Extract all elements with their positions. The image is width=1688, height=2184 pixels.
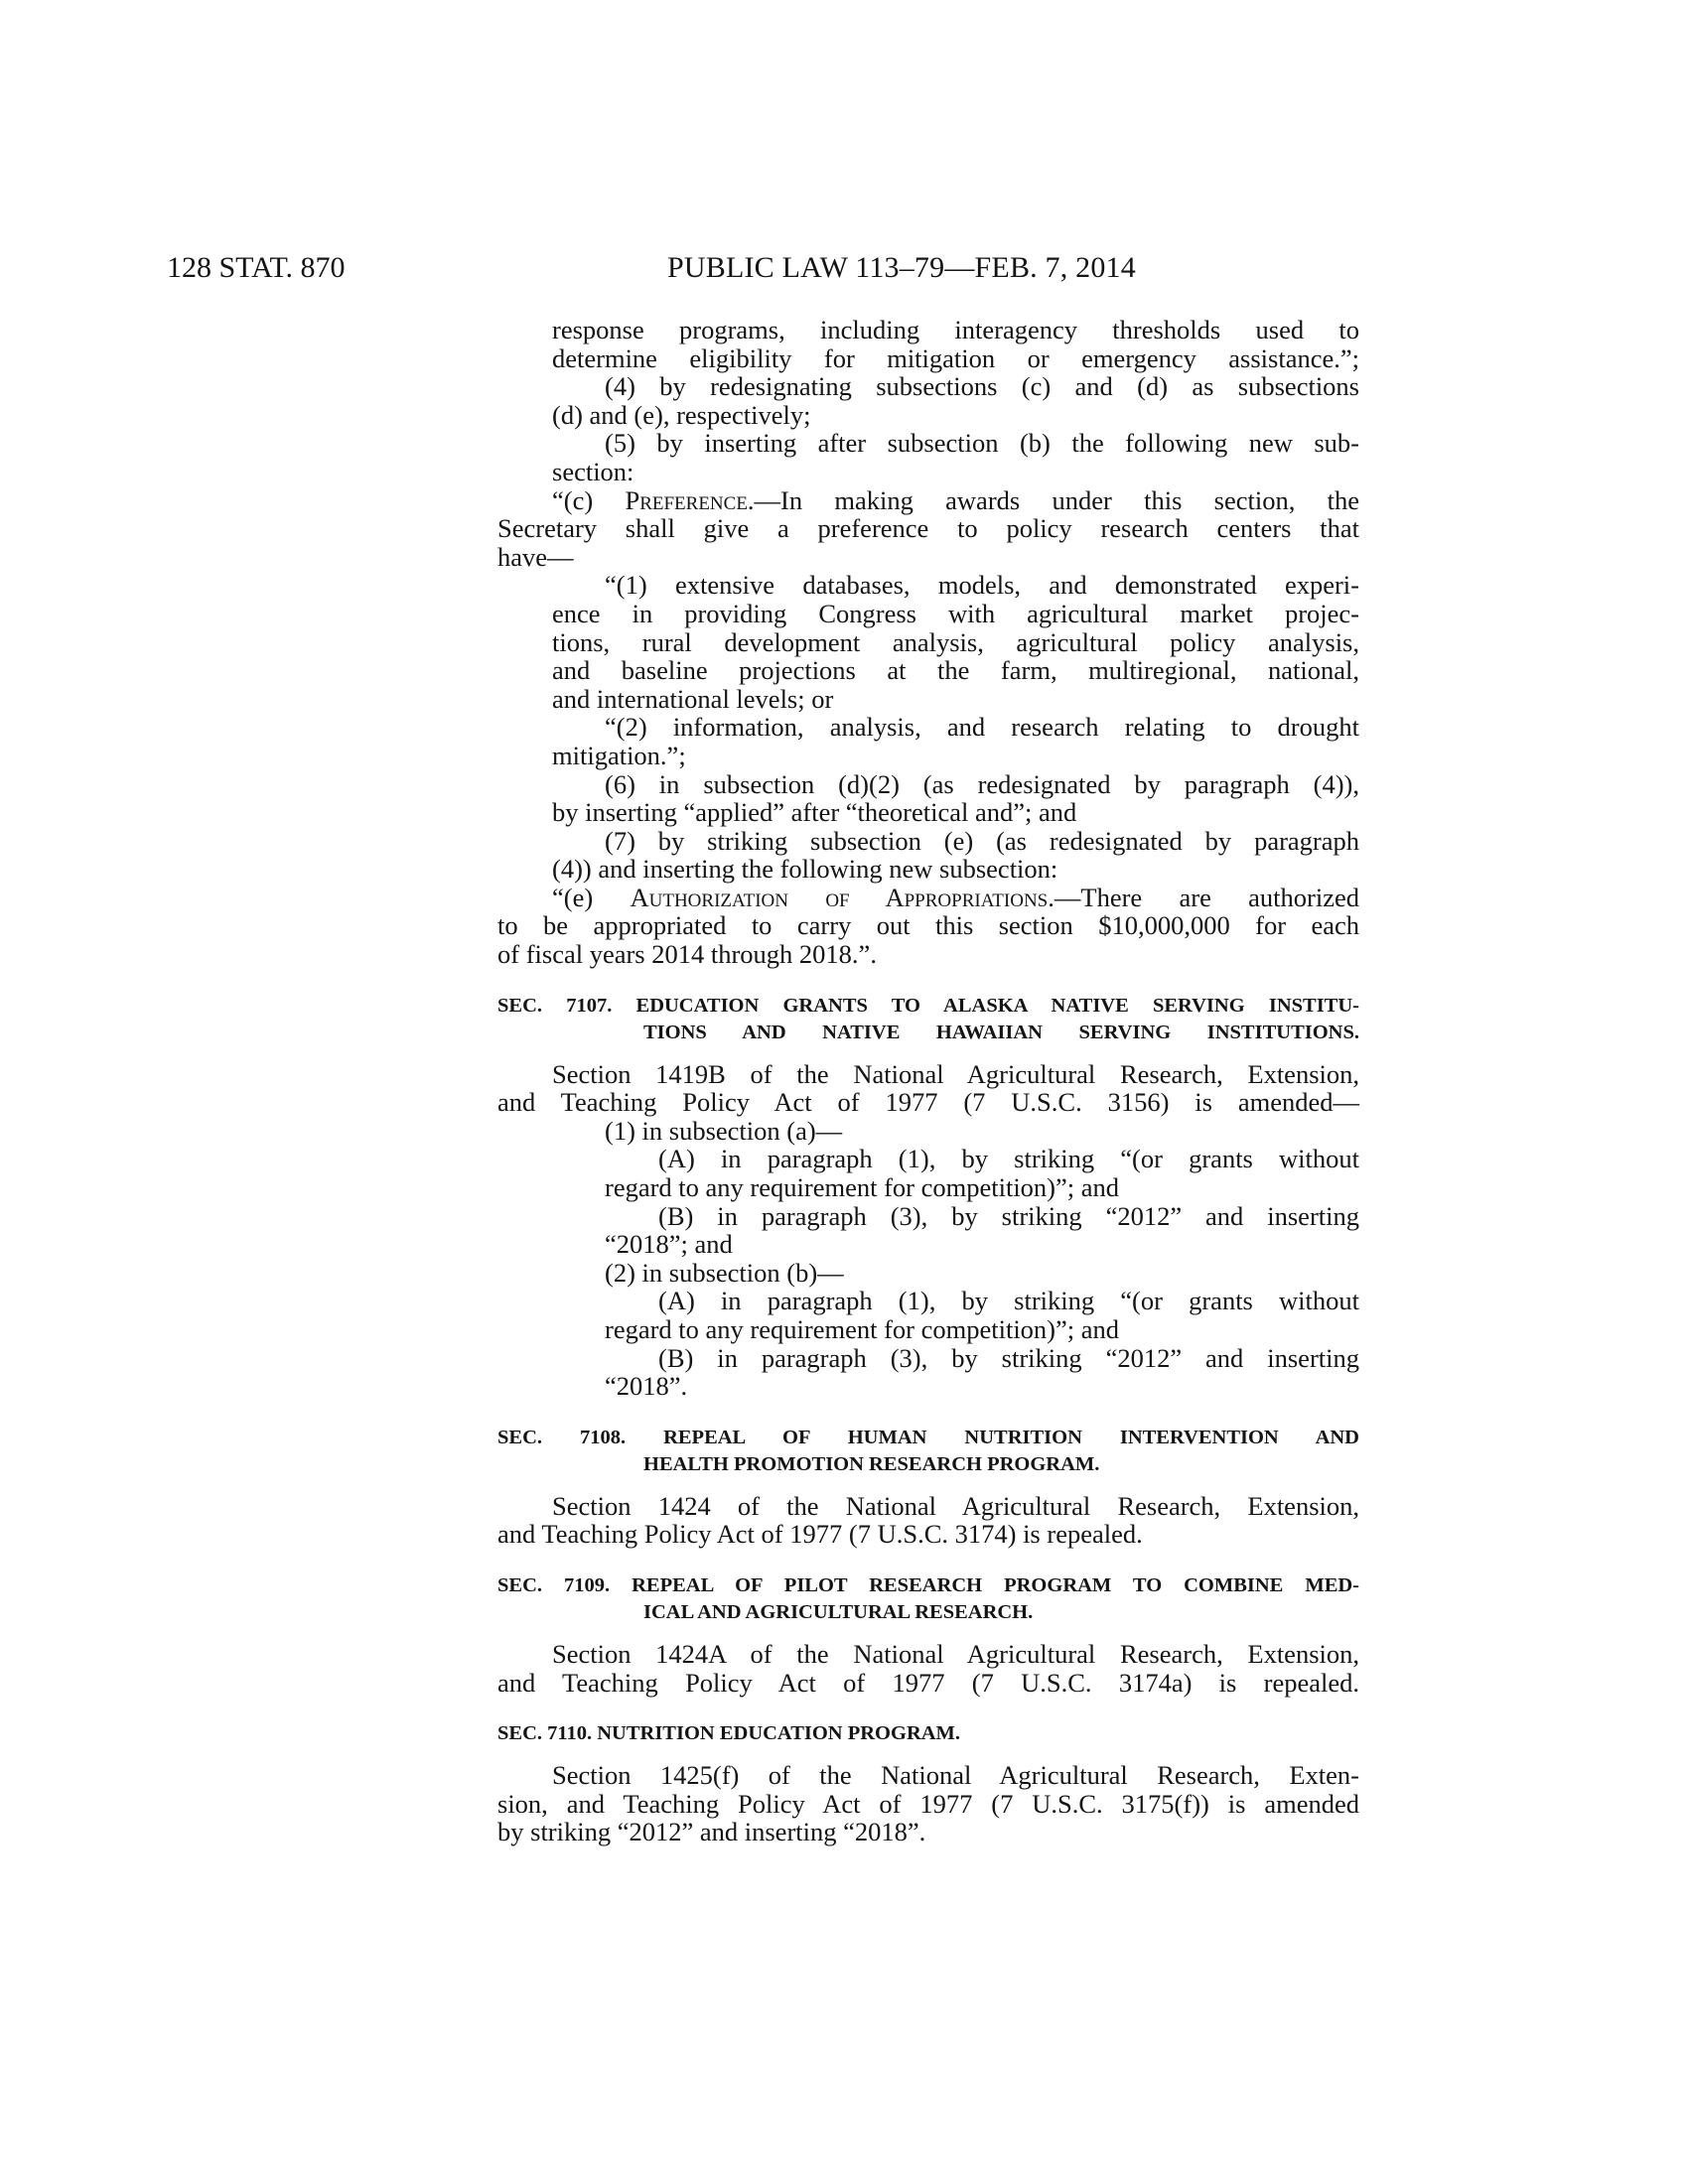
text-line: regard to any requirement for competition)”; and	[605, 1172, 1120, 1203]
section-heading-line: SEC. 7110. NUTRITION EDUCATION PROGRAM.	[497, 1722, 961, 1745]
text-line: (d) and (e), respectively;	[552, 399, 811, 430]
section-heading-7108	[497, 1425, 1359, 1478]
text-line: and Teaching Policy Act of 1977 (7 U.S.C. 3156) is amended—	[497, 1087, 1359, 1118]
text-line: by inserting “applied” after “theoretical and”; and	[552, 797, 1077, 828]
text-line: and Teaching Policy Act of 1977 (7 U.S.C. 3174) is repealed.	[497, 1519, 1143, 1550]
text-line: Section 1424 of the National Agricultural Research, Extension,	[552, 1490, 1359, 1521]
section-heading-line: SEC. 7109. REPEAL OF PILOT RESEARCH PROGRAM TO COMBINE MED-	[497, 1573, 1359, 1596]
running-head: PUBLIC LAW 113–79—FEB. 7, 2014	[667, 251, 1136, 284]
section-heading-line: SEC. 7108. REPEAL OF HUMAN NUTRITION INTERVENTION AND	[497, 1426, 1359, 1448]
text-line: Section 1425(f) of the National Agricultural Research, Exten-	[552, 1760, 1359, 1791]
text-line: ence in providing Congress with agricultural market projec-	[552, 598, 1359, 628]
text-line: Secretary shall give a preference to policy research centers that	[497, 513, 1359, 544]
text-line: (B) in paragraph (3), by striking “2012” and inserting	[658, 1200, 1359, 1231]
authorization-term: Authorization of Appropriations	[630, 882, 1049, 912]
text-line: determine eligibility for mitigation or emergency assistance.”;	[552, 342, 1359, 373]
section-heading-7107	[497, 993, 1359, 1046]
text-line: “(2) information, analysis, and research relating to drought	[605, 712, 1359, 743]
preference-line	[497, 486, 1359, 515]
text-line: (4) by redesignating subsections (c) and (d) as subsections	[605, 371, 1359, 402]
text-fragment: “(e)	[552, 882, 631, 912]
text-line: mitigation.”;	[552, 740, 686, 770]
text-line: (4)) and inserting the following new subsection:	[552, 854, 1058, 885]
text-fragment: .—There are authorized	[1048, 882, 1359, 912]
text-line: “2018”.	[605, 1371, 688, 1402]
text-line: to be appropriated to carry out this section $10,000,000 for each	[497, 910, 1359, 941]
text-line: (B) in paragraph (3), by striking “2012” and inserting	[658, 1342, 1359, 1373]
text-fragment: .—In making awards under this section, the	[747, 484, 1359, 515]
text-line: (6) in subsection (d)(2) (as redesignated by paragraph (4)),	[605, 768, 1359, 799]
section-heading-7109	[497, 1572, 1359, 1626]
text-line: response programs, including interagency thresholds used to	[552, 315, 1359, 344]
authorization-line	[497, 884, 1359, 912]
text-line: “(1) extensive databases, models, and demonstrated experi-	[605, 570, 1359, 601]
text-line: have—	[497, 541, 574, 572]
text-line: and baseline projections at the farm, multiregional, national,	[552, 655, 1359, 686]
text-line: (5) by inserting after subsection (b) the following new sub-	[605, 428, 1359, 459]
text-line: sion, and Teaching Policy Act of 1977 (7 U.S.C. 3175(f)) is amended	[497, 1788, 1359, 1819]
section-heading-line: HEALTH PROMOTION RESEARCH PROGRAM.	[643, 1452, 1100, 1475]
text-line: tions, rural development analysis, agricultural policy analysis,	[552, 626, 1359, 657]
text-line: regard to any requirement for competition)”; and	[605, 1314, 1120, 1344]
section-heading-line: ICAL AND AGRICULTURAL RESEARCH.	[643, 1600, 1034, 1623]
text-line: by striking “2012” and inserting “2018”.	[497, 1817, 926, 1847]
text-line: Section 1424A of the National Agricultural Research, Extension,	[552, 1638, 1359, 1669]
section-heading-line: SEC. 7107. EDUCATION GRANTS TO ALASKA NATIVE SERVING INSTITU-	[497, 994, 1359, 1017]
page-header	[0, 246, 1688, 290]
text-line: section:	[552, 456, 634, 486]
page-body	[497, 316, 1359, 1846]
preference-term: Preference	[625, 484, 748, 515]
text-line: (2) in subsection (b)—	[605, 1257, 844, 1288]
stat-citation: 128 STAT. 870	[167, 251, 346, 284]
text-line: Section 1419B of the National Agricultural Research, Extension,	[552, 1058, 1359, 1089]
text-line: of fiscal years 2014 through 2018.”.	[497, 939, 877, 970]
text-fragment: “(c)	[552, 484, 626, 515]
text-line: (A) in paragraph (1), by striking “(or grants without	[658, 1286, 1359, 1316]
text-line: (1) in subsection (a)—	[605, 1115, 843, 1146]
section-heading-line: TIONS AND NATIVE HAWAIIAN SERVING INSTITUTIONS.	[643, 1021, 1359, 1043]
text-line: and Teaching Policy Act of 1977 (7 U.S.C. 3174a) is repealed.	[497, 1667, 1359, 1698]
text-line: (A) in paragraph (1), by striking “(or grants without	[658, 1144, 1359, 1174]
text-line: and international levels; or	[552, 683, 834, 714]
text-line: (7) by striking subsection (e) (as redesignated by paragraph	[605, 825, 1359, 856]
text-line: “2018”; and	[605, 1229, 733, 1260]
section-heading-7110	[497, 1720, 1359, 1747]
